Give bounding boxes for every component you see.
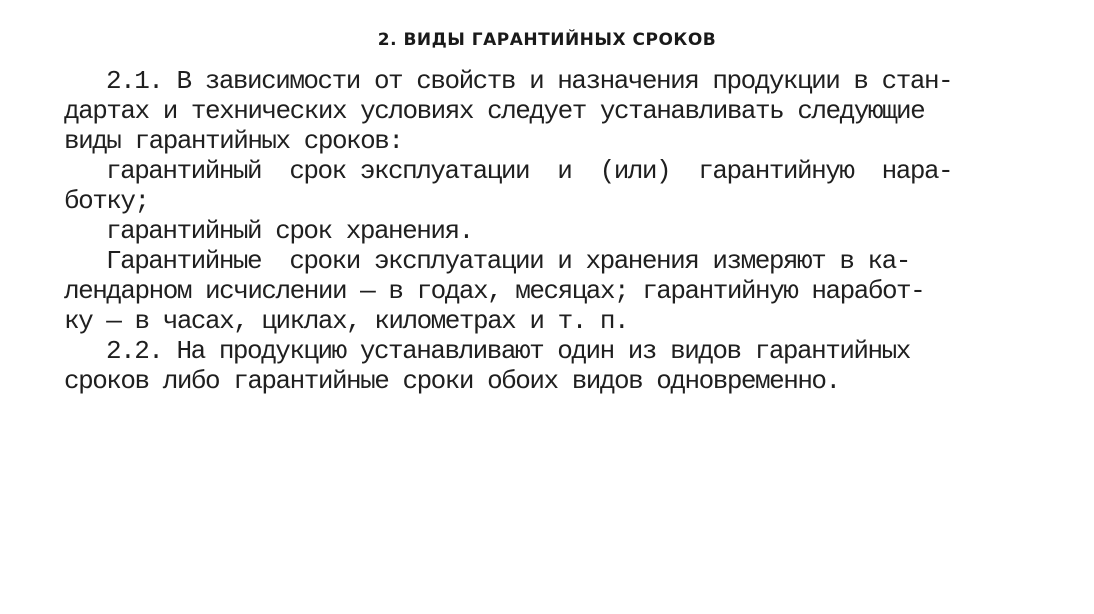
paragraph-line: Гарантийные сроки эксплуатации и хранения измеряют в ка-	[106, 246, 910, 276]
paragraph-line: дартах и технических условиях следует устанавливать следующие	[64, 96, 925, 126]
paragraph-line: лендарном исчислении — в годах, месяцах; гарантийную наработ-	[64, 276, 925, 306]
section-heading: 2. ВИДЫ ГАРАНТИЙНЫХ СРОКОВ	[377, 30, 717, 50]
paragraph-line: 2.1. В зависимости от свойств и назначения продукции в стан-	[106, 66, 953, 96]
paragraph-line: виды гарантийных сроков:	[64, 126, 403, 156]
paragraph-line: гарантийный срок эксплуатации и (или) гарантийную нара-	[106, 156, 953, 186]
paragraph-line: ку — в часах, циклах, километрах и т. п.	[64, 306, 629, 336]
paragraph-line: ботку;	[64, 186, 149, 216]
paragraph-line: гарантийный срок хранения.	[106, 216, 473, 246]
paragraph-line: 2.2. На продукцию устанавливают один из видов гарантийных	[106, 336, 910, 366]
paragraph-line: сроков либо гарантийные сроки обоих видов одновременно.	[64, 366, 840, 396]
